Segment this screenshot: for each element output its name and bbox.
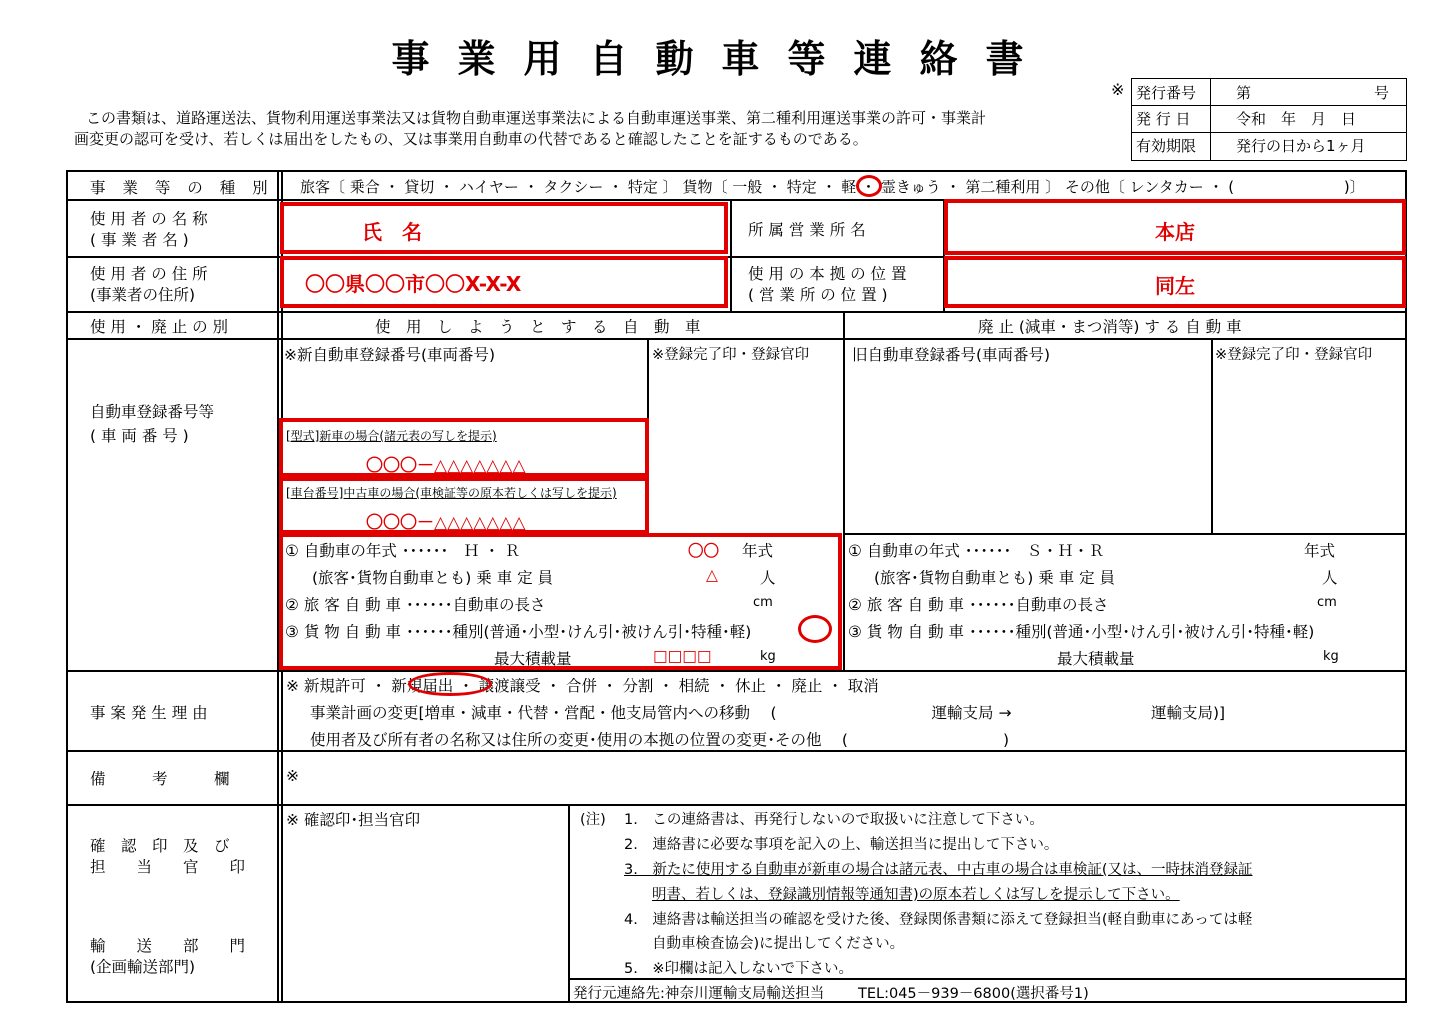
user-address-highlight [280, 256, 728, 308]
contact-info: 発行元連絡先:神奈川運輸支局輸送担当 TEL:045－939－6800(選択番号1) [573, 986, 1089, 1002]
right-capacity-unit: 人 [1322, 569, 1338, 587]
reason-line-3: 使用者及び所有者の名称又は住所の変更･使用の本拠の位置の変更･その他 ( ) [310, 731, 1010, 749]
confirm-label: 確 認 印 及 び [90, 837, 230, 855]
left-max-load-unit: kg [760, 649, 776, 664]
transport-sublabel: (企画輸送部門) [90, 958, 196, 976]
left-capacity-label: (旅客･貨物自動車とも) 乗 車 定 員 [312, 569, 554, 587]
user-name-value: 氏 名 [362, 220, 422, 244]
model-highlight [279, 418, 649, 477]
use-abolish-label: 使 用 ・ 廃 止 の 別 [90, 318, 229, 336]
confirm-stamp-label: ※ 確認印･担当官印 [286, 811, 421, 829]
user-name-highlight [280, 202, 728, 254]
notes-head: (注) [580, 812, 606, 828]
right-year-unit: 年式 [1304, 542, 1336, 560]
intro-line-2: 画変更の認可を受け、若しくは届出をしたもの、又は事業用自動車の代替であると確認したことを証するものである。 [74, 130, 868, 148]
user-address-label: 使 用 者 の 住 所 [90, 265, 208, 283]
issue-number-prefix: 第 [1236, 84, 1252, 102]
business-type-value: 旅客〔 乗合 ・ 貸切 ・ ハイヤー ・ タクシー ・ 特定 〕 貨物〔 一般 ・ 特定 ・ 軽 ・ 霊きゅう ・ 第二種利用 〕 その他〔 レンタカー ・ ( )〕 [300, 178, 1365, 196]
left-max-load-value: □□□□ [653, 647, 712, 665]
confirm-sublabel: 担 当 官 印 [90, 858, 246, 876]
base-location-value: 同左 [1155, 274, 1195, 298]
right-max-load-unit: kg [1323, 649, 1339, 664]
note-3b: 明書、若しくは、登録識別情報等通知書)の原本若しくは写しを提示して下さい。 [652, 887, 1180, 903]
new-registration-label: ※新自動車登録番号(車両番号) [284, 346, 496, 364]
note-3a: 3. 新たに使用する自動車が新車の場合は諸元表、中古車の場合は車検証(又は、一時抹消登録証 [624, 862, 1253, 878]
remarks-value: ※ [286, 767, 299, 785]
use-vehicle-header: 使 用 し よ う と す る 自 動 車 [375, 318, 701, 336]
note-1: 1. この連絡書は、再発行しないので取扱いに注意して下さい。 [624, 812, 1044, 828]
issue-info-box [1131, 78, 1407, 161]
right-passenger-label: ② 旅 客 自 動 車 ･･････自動車の長さ [848, 596, 1109, 614]
right-year-label: ① 自動車の年式 ･･････ Ｓ・Ｈ・Ｒ [848, 542, 1105, 560]
left-year-value: 〇〇 [688, 542, 720, 560]
abolish-vehicle-header: 廃 止 (減車・まつ消等) す る 自 動 車 [978, 318, 1242, 336]
office-value: 本店 [1155, 220, 1195, 244]
note-2: 2. 連絡書に必要な事項を記入の上、輸送担当に提出して下さい。 [624, 837, 1059, 853]
left-year-label: ① 自動車の年式 ･･････ Ｈ ・ Ｒ [285, 542, 521, 560]
left-year-unit: 年式 [742, 542, 774, 560]
chassis-highlight [279, 477, 649, 534]
issue-date-value: 令和 年 月 日 [1236, 110, 1357, 128]
intro-line-1: この書類は、道路運送法、貨物利用運送事業法又は貨物自動車運送事業法による自動車運送事業、第二種利用運送事業の許可・事業計 [86, 109, 987, 127]
user-address-sublabel: (事業者の住所) [90, 286, 196, 304]
remarks-label: 備 考 欄 [90, 770, 230, 788]
old-registration-label: 旧自動車登録番号(車両番号) [852, 346, 1051, 364]
reason-label: 事 案 発 生 理 由 [90, 704, 208, 722]
transport-label: 輸 送 部 門 [90, 937, 246, 955]
user-address-value: 〇〇県〇〇市〇〇X-X-X [305, 272, 522, 296]
office-highlight [944, 199, 1406, 255]
note-4b: 自動車検査協会)に提出してください。 [652, 936, 905, 952]
selected-light-circle [856, 175, 882, 197]
left-freight-label: ③ 貨 物 自 動 車 ･･････種別(普通･小型･けん引･被けん引･特種･軽) [285, 623, 752, 641]
issue-date-label: 発 行 日 [1136, 110, 1191, 128]
left-passenger-label: ② 旅 客 自 動 車 ･･････自動車の長さ [285, 596, 546, 614]
new-notification-circle [408, 672, 492, 696]
expiry-label: 有効期限 [1136, 137, 1197, 155]
registration-label: 自動車登録番号等 [90, 403, 215, 421]
registration-stamp-label-2: ※登録完了印・登録官印 [1215, 347, 1373, 363]
right-capacity-label: (旅客･貨物自動車とも) 乗 車 定 員 [874, 569, 1116, 587]
reason-line-2: 事業計画の変更[増車・減車・代替・営配・他支局管内への移動 ( 運輸支局 → 運輸支局)] [310, 704, 1226, 722]
issue-number-suffix: 号 [1374, 84, 1390, 102]
left-capacity-unit: 人 [760, 569, 776, 587]
user-name-sublabel: ( 事 業 者 名 ) [90, 231, 189, 249]
right-max-load-label: 最大積載量 [1057, 650, 1135, 668]
office-label: 所 属 営 業 所 名 [748, 221, 866, 239]
registration-stamp-label: ※登録完了印・登録官印 [652, 347, 810, 363]
registration-sublabel: ( 車 両 番 号 ) [90, 427, 189, 445]
chassis-value: 〇〇〇－△△△△△△△ [366, 513, 526, 533]
business-type-label: 事 業 等 の 種 別 [90, 179, 274, 197]
note-4a: 4. 連絡書は輸送担当の確認を受けた後、登録関係書類に添えて登録担当(軽自動車にあっては軽 [624, 912, 1253, 928]
left-capacity-value: △ [706, 566, 718, 584]
expiry-value: 発行の日から1ヶ月 [1236, 137, 1366, 155]
right-freight-label: ③ 貨 物 自 動 車 ･･････種別(普通･小型･けん引･被けん引･特種･軽) [848, 623, 1315, 641]
model-value: 〇〇〇－△△△△△△△ [366, 456, 526, 476]
intro-text [74, 108, 1124, 150]
left-length-unit: cm [753, 595, 773, 610]
chassis-note: [車台番号]中古車の場合(車検証等の原本若しくは写しを提示) [286, 486, 617, 500]
spec-highlight [279, 533, 842, 670]
reason-line-1: ※ 新規許可 ・ 新規届出 ・ 譲渡譲受 ・ 合併 ・ 分割 ・ 相続 ・ 休止 ・ 廃止 ・ 取消 [286, 677, 879, 695]
document-title: 事業用自動車等連絡書 [391, 37, 1052, 81]
stamp-mark: ※ [1111, 80, 1125, 99]
base-location-highlight [944, 256, 1406, 308]
note-5: 5. ※印欄は記入しないで下さい。 [624, 961, 853, 977]
user-name-label: 使 用 者 の 名 称 [90, 210, 208, 228]
model-note: [型式]新車の場合(諸元表の写しを提示) [286, 429, 497, 443]
right-length-unit: cm [1317, 595, 1337, 610]
base-location-sublabel: ( 営 業 所 の 位 置 ) [748, 286, 888, 304]
issue-number-label: 発行番号 [1136, 84, 1197, 102]
base-location-label: 使 用 の 本 拠 の 位 置 [748, 265, 907, 283]
left-max-load-label: 最大積載量 [494, 650, 572, 668]
